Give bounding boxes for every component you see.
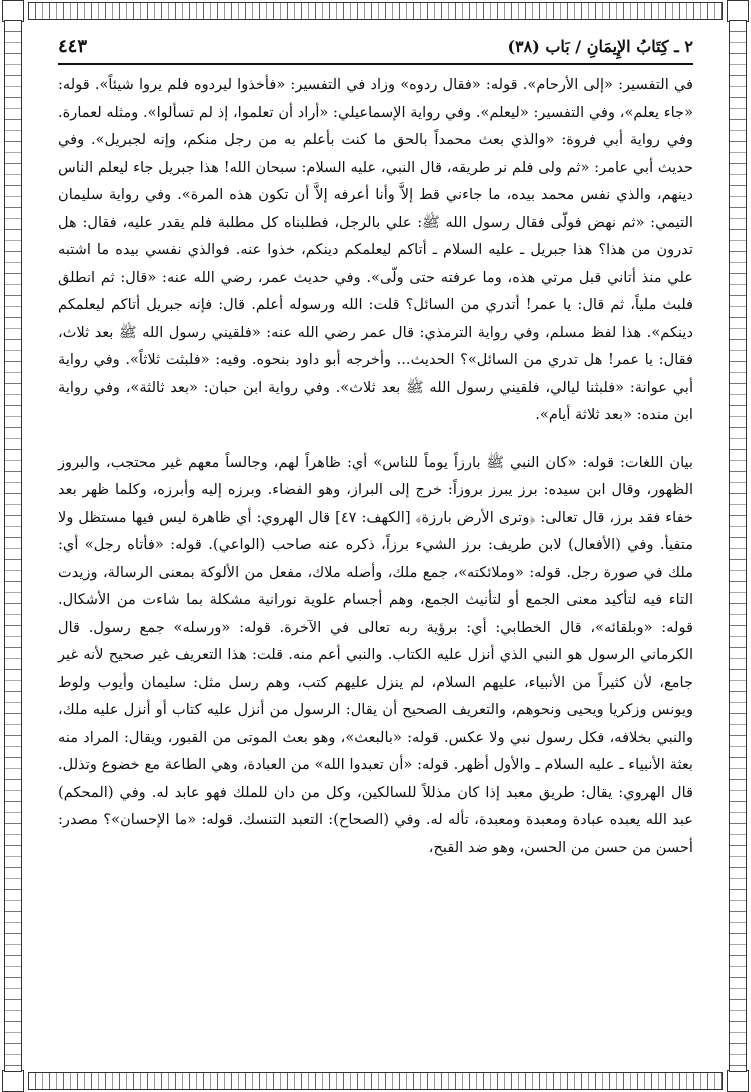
- paragraph-2: بيان اللغات: قوله: «كان النبي ﷺ بارزاً يوماً للناس» أي: ظاهراً لهم، وجالساً معهم غير محتجب، والبروز الظهور، وقال ابن سيده: برز يبرز بروزاً: خرج إلى البراز، وهو الفضاء. وبرزه إليه وأبرزه، وكلما ظهر بعد خفاء فقد برز، قال تعالى: ﴿وترى الأرض بارزة﴾ [الكهف: ٤٧] قال الهروي: أي ظاهرة ليس فيها مستظل ولا متفيأ. وفي (الأفعال) لابن طريف: برز الشيء برزاً، ذكره عنه صاحب (الواعي). قوله: «فأتاه رجل» أي: ملك في صورة رجل. قوله: «وملائكته»، جمع ملك، وأصله ملاك، مفعل من الألوكة بمعنى الرسالة، وزيدت التاء فيه لتأكيد معنى الجمع أو لتأنيث الجمع، وهم أجسام علوية نورانية مشكلة بما شاءت من الأشكال. قوله: «وبلقائه»، قال الخطابي: أي: برؤية ربه تعالى في الآخرة. قوله: «ورسله» جمع رسول. قال الكرماني الرسول هو النبي الذي أنزل عليه الكتاب. والنبي أعم منه. قلت: هذا التعريف غير صحيح لأنه غير جامع، لأن كثيراً من الأنبياء، عليهم السلام، لم ينزل عليهم كتب، وهم رسل مثل: سليمان وأيوب ولوط ويونس وزكريا ويحيى ونحوهم، والتعريف الصحيح أن يقال: الرسول من أنزل عليه كتاب أو أنزل عليه ملك، والنبي بخلافه، فكل رسول نبي ولا عكس. قوله: «بالبعث»، وهو بعث الموتى من القبور، ويقال: المراد منه بعثة الأنبياء ـ عليه السلام ـ والأول أظهر. قوله: «أن تعبدوا الله» من العبادة، وهي الطاعة مع خضوع وتذلل. قال الهروي: يقال: طريق معبد إذا كان مذللاً للسالكين، وكل من دان للملك فهو عابد له. وفي (المحكم) عبد الله يعبده عبادة ومعبدة ومعبدة، تأله له. وفي (الصحاح): التعبد التنسك. قوله: «ما الإحسان»؟ مصدر: أحسن من حسن من الحسن، وهو ضد القبح،: [58, 453, 693, 856]
- decorative-border-bottom: [28, 1072, 723, 1090]
- frame-corner: [727, 1070, 749, 1092]
- frame-corner: [727, 0, 749, 22]
- frame-corner: [2, 0, 24, 22]
- decorative-border-top: [28, 2, 723, 20]
- page-header: [58, 36, 693, 65]
- page: [58, 36, 693, 1056]
- frame-corner: [2, 1070, 24, 1092]
- paragraph-gap: [58, 429, 693, 443]
- page-number: ٤٤٣: [58, 36, 88, 57]
- paragraph-1: في التفسير: «إلى الأرحام». قوله: «فقال ردوه» وزاد في التفسير: «فأخذوا ليردوه فلم يروا شيئاً». قوله: «جاء يعلم»، وفي التفسير: «ليعلم». وفي رواية الإسماعيلي: «أراد أن تعلموا، إذ لم تسألوا». ومثله لعمارة. وفي رواية أبي فروة: «والذي بعث محمداً بالحق ما كنت بأعلم به من رجل منكم، وإنه لجبريل». وفي حديث أبي عامر: «ثم ولى فلم نر طريقه، قال النبي، عليه السلام: سبحان الله! هذا جبريل جاء ليعلم الناس دينهم، والذي نفس محمد بيده، ما جاءني قط إلاَّ وأنا أعرفه إلاَّ أن تكون هذه المرة». وفي رواية سليمان التيمي: «ثم نهض فولّى فقال رسول الله ﷺ: علي بالرجل، فطلبناه كل مطلبة فلم يقدر عليه، فقال: هل تدرون من هذا؟ هذا جبريل ـ عليه السلام ـ أتاكم ليعلمكم دينكم، خذوا عنه. فوالذي نفسي بيده ما اشتبه علي منذ أتاني قبل مرتي هذه، وما عرفته حتى ولّى». وفي حديث عمر، رضي الله عنه: «قال: ثم انطلق فلبث ملياً، ثم قال: يا عمر! أتدري من السائل؟ قلت: الله ورسوله أعلم. قال: فإنه جبريل أتاكم ليعلمكم دينكم». هذا لفظ مسلم، وفي رواية الترمذي: قال عمر رضي الله عنه: «فلقيني رسول الله ﷺ بعد ثلاث، فقال: يا عمر! هل تدري من السائل»؟ الحديث... وأخرجه أبو داود بنحوه. وفيه: «فلبثت ثلاثاً». وفي رواية أبي عوانة: «فلبثنا ليالي، فلقيني رسول الله ﷺ بعد ثلاث». وفي رواية ابن حبان: «بعد ثالثة»، وفي رواية ابن منده: «بعد ثلاثة أيام».: [58, 76, 693, 423]
- decorative-border-right: [729, 20, 747, 1072]
- decorative-border-left: [4, 20, 22, 1072]
- running-title: ٢ ـ كِتَابُ الإِيمَانِ / بَاب (٣٨): [507, 37, 693, 56]
